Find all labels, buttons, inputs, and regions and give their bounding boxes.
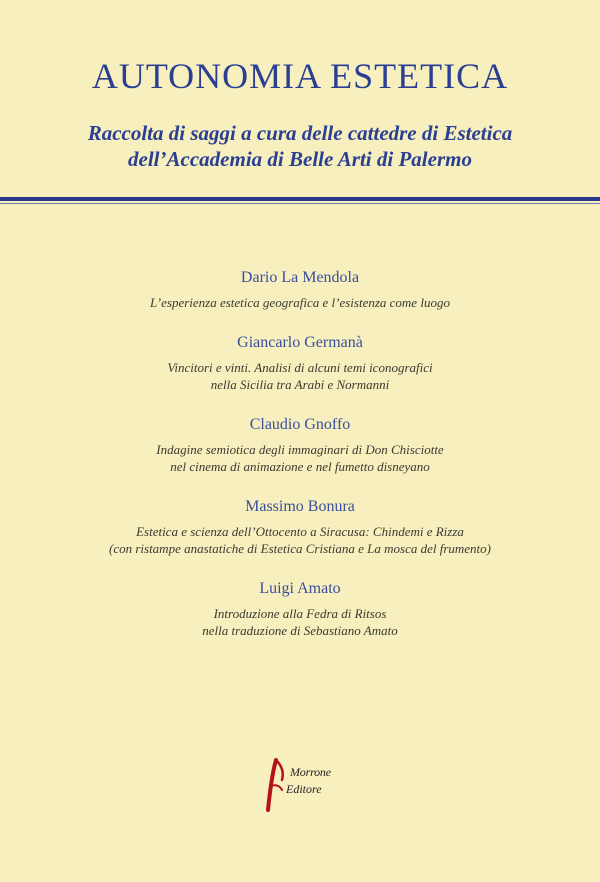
- contents-entry: [0, 415, 600, 475]
- contents-entry: [0, 579, 600, 639]
- entry-essay-title: [0, 294, 600, 311]
- essay-line: (con ristampe anastatiche di Estetica Cristiana e La mosca del frumento): [108, 541, 491, 556]
- publisher-sub: Editore: [286, 782, 322, 796]
- entry-author: Massimo Bonura: [245, 498, 355, 515]
- entry-author: Luigi Amato: [259, 580, 341, 597]
- publisher-name: Morrone: [290, 765, 331, 779]
- title-divider: [0, 197, 600, 201]
- entry-author: Dario La Mendola: [240, 269, 360, 286]
- entry-essay-title: [0, 359, 600, 393]
- title-divider-thin: [0, 203, 600, 204]
- essay-line: nella traduzione di Sebastiano Amato: [202, 623, 398, 638]
- table-of-contents: [0, 268, 600, 661]
- book-subtitle: [0, 120, 600, 172]
- essay-line: Introduzione alla Fedra di Ritsos: [213, 606, 387, 621]
- entry-essay-title: [0, 605, 600, 639]
- entry-author: Claudio Gnoffo: [249, 416, 351, 433]
- essay-line: nel cinema di animazione e nel fumetto disneyano: [170, 459, 430, 474]
- contents-entry: [0, 268, 600, 311]
- essay-line: Vincitori e vinti. Analisi di alcuni temi iconografici: [167, 360, 433, 375]
- contents-entry: [0, 333, 600, 393]
- publisher-logo: [262, 756, 382, 816]
- essay-line: Estetica e scienza dell’Ottocento a Siracusa: Chindemi e Rizza: [136, 524, 464, 539]
- essay-line: Indagine semiotica degli immaginari di Don Chisciotte: [156, 442, 444, 457]
- subtitle-line: Raccolta di saggi a cura delle cattedre di Estetica: [87, 121, 513, 145]
- essay-line: nella Sicilia tra Arabi e Normanni: [210, 377, 390, 392]
- contents-entry: [0, 497, 600, 557]
- entry-essay-title: [0, 441, 600, 475]
- entry-essay-title: [0, 523, 600, 557]
- book-title: AUTONOMIA ESTETICA: [91, 56, 509, 96]
- subtitle-line: dell’Accademia di Belle Arti di Palermo: [128, 147, 472, 171]
- essay-line: L’esperienza estetica geografica e l’esistenza come luogo: [150, 295, 450, 310]
- entry-author: Giancarlo Germanà: [237, 334, 363, 351]
